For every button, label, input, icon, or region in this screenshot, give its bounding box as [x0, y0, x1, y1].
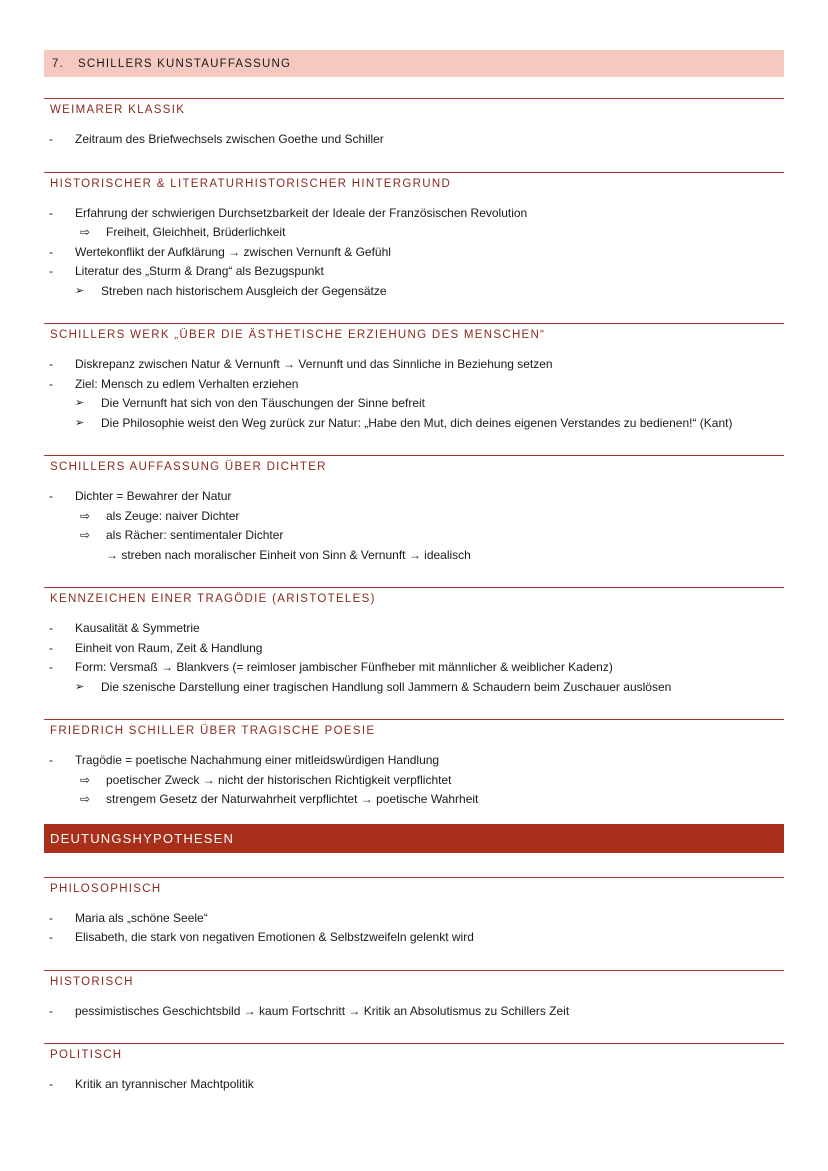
list-item: - Kausalität & Symmetrie [44, 619, 784, 639]
sub-list-item: ➢ Streben nach historischem Ausgleich der Gegensätze [44, 282, 784, 302]
section [44, 98, 784, 150]
sections-block [44, 98, 784, 810]
sub-list-item: ⇨ strengem Gesetz der Naturwahrheit verpflichtet → poetische Wahrheit [44, 790, 784, 810]
band-title: DEUTUNGSHYPOTHESEN [50, 830, 235, 846]
list-item: - Form: Versmaß → Blankvers (= reimloser jambischer Fünfheber mit männlicher & weiblicher Kadenz) [44, 658, 784, 678]
section-heading: SCHILLERS WERK „ÜBER DIE ÄSTHETISCHE ERZIEHUNG DES MENSCHEN“ [44, 323, 784, 345]
list-item: - Erfahrung der schwierigen Durchsetzbarkeit der Ideale der Französischen Revolution [44, 204, 784, 224]
section-heading: POLITISCH [44, 1043, 784, 1065]
list-item: - pessimistisches Geschichtsbild → kaum Fortschritt → Kritik an Absolutismus zu Schillers Zeit [44, 1002, 784, 1022]
list-item: - Dichter = Bewahrer der Natur [44, 487, 784, 507]
sub-list-item: ➢ Die Philosophie weist den Weg zurück zur Natur: „Habe den Mut, dich deines eigenen Verstandes zu bedienen!“ (Kant) [44, 414, 784, 434]
section [44, 719, 784, 810]
section [44, 1043, 784, 1095]
section [44, 455, 784, 565]
bullet-list [44, 487, 784, 565]
interpretation-band [44, 824, 784, 853]
sub-list-item: → streben nach moralischer Einheit von Sinn & Vernunft → idealisch [106, 547, 471, 562]
list-item: - Literatur des „Sturm & Drang“ als Bezugspunkt [44, 262, 784, 282]
section-heading: HISTORISCHER & LITERATURHISTORISCHER HINTERGRUND [44, 172, 784, 194]
bullet-list [44, 204, 784, 302]
list-item: - Maria als „schöne Seele“ [44, 909, 784, 929]
sub-list-item: ⇨ als Rächer: sentimentaler Dichter [44, 526, 784, 546]
list-item: - Ziel: Mensch zu edlem Verhalten erziehen [44, 375, 784, 395]
section [44, 970, 784, 1022]
interpretation-sections-block [44, 877, 784, 1095]
bullet-list [44, 1075, 784, 1095]
sub-list-item: ⇨ Freiheit, Gleichheit, Brüderlichkeit [44, 223, 784, 243]
sub-list-item: ⇨ als Zeuge: naiver Dichter [44, 507, 784, 527]
list-item: - Tragödie = poetische Nachahmung einer mitleidswürdigen Handlung [44, 751, 784, 771]
list-item: - Wertekonflikt der Aufklärung → zwischen Vernunft & Gefühl [44, 243, 784, 263]
section [44, 323, 784, 433]
list-item: - Elisabeth, die stark von negativen Emotionen & Selbstzweifeln gelenkt wird [44, 928, 784, 948]
section-heading: SCHILLERS AUFFASSUNG ÜBER DICHTER [44, 455, 784, 477]
bullet-list [44, 130, 784, 150]
list-item: - Zeitraum des Briefwechsels zwischen Goethe und Schiller [44, 130, 784, 150]
list-item: - Kritik an tyrannischer Machtpolitik [44, 1075, 784, 1095]
section [44, 172, 784, 302]
chapter-title: SCHILLERS KUNSTAUFFASSUNG [78, 57, 292, 70]
section-heading: WEIMARER KLASSIK [44, 98, 784, 120]
list-item: - Diskrepanz zwischen Natur & Vernunft → Vernunft und das Sinnliche in Beziehung setzen [44, 355, 784, 375]
section [44, 877, 784, 948]
sub-list-item: ⇨ poetischer Zweck → nicht der historischen Richtigkeit verpflichtet [44, 771, 784, 791]
bullet-list [44, 1002, 784, 1022]
section-heading: HISTORISCH [44, 970, 784, 992]
section-heading: FRIEDRICH SCHILLER ÜBER TRAGISCHE POESIE [44, 719, 784, 741]
sub-list-item: ➢ Die Vernunft hat sich von den Täuschungen der Sinne befreit [44, 394, 784, 414]
section [44, 587, 784, 697]
bullet-list [44, 751, 784, 810]
chapter-header [44, 50, 784, 77]
bullet-list [44, 619, 784, 697]
document-page [44, 50, 784, 1095]
bullet-list [44, 355, 784, 433]
section-heading: PHILOSOPHISCH [44, 877, 784, 899]
sub-list-item: ➢ Die szenische Darstellung einer tragischen Handlung soll Jammern & Schaudern beim Zuschauer auslösen [44, 678, 784, 698]
bullet-list [44, 909, 784, 948]
list-item: - Einheit von Raum, Zeit & Handlung [44, 639, 784, 659]
chapter-number: 7. [52, 57, 64, 70]
section-heading: KENNZEICHEN EINER TRAGÖDIE (ARISTOTELES) [44, 587, 784, 609]
